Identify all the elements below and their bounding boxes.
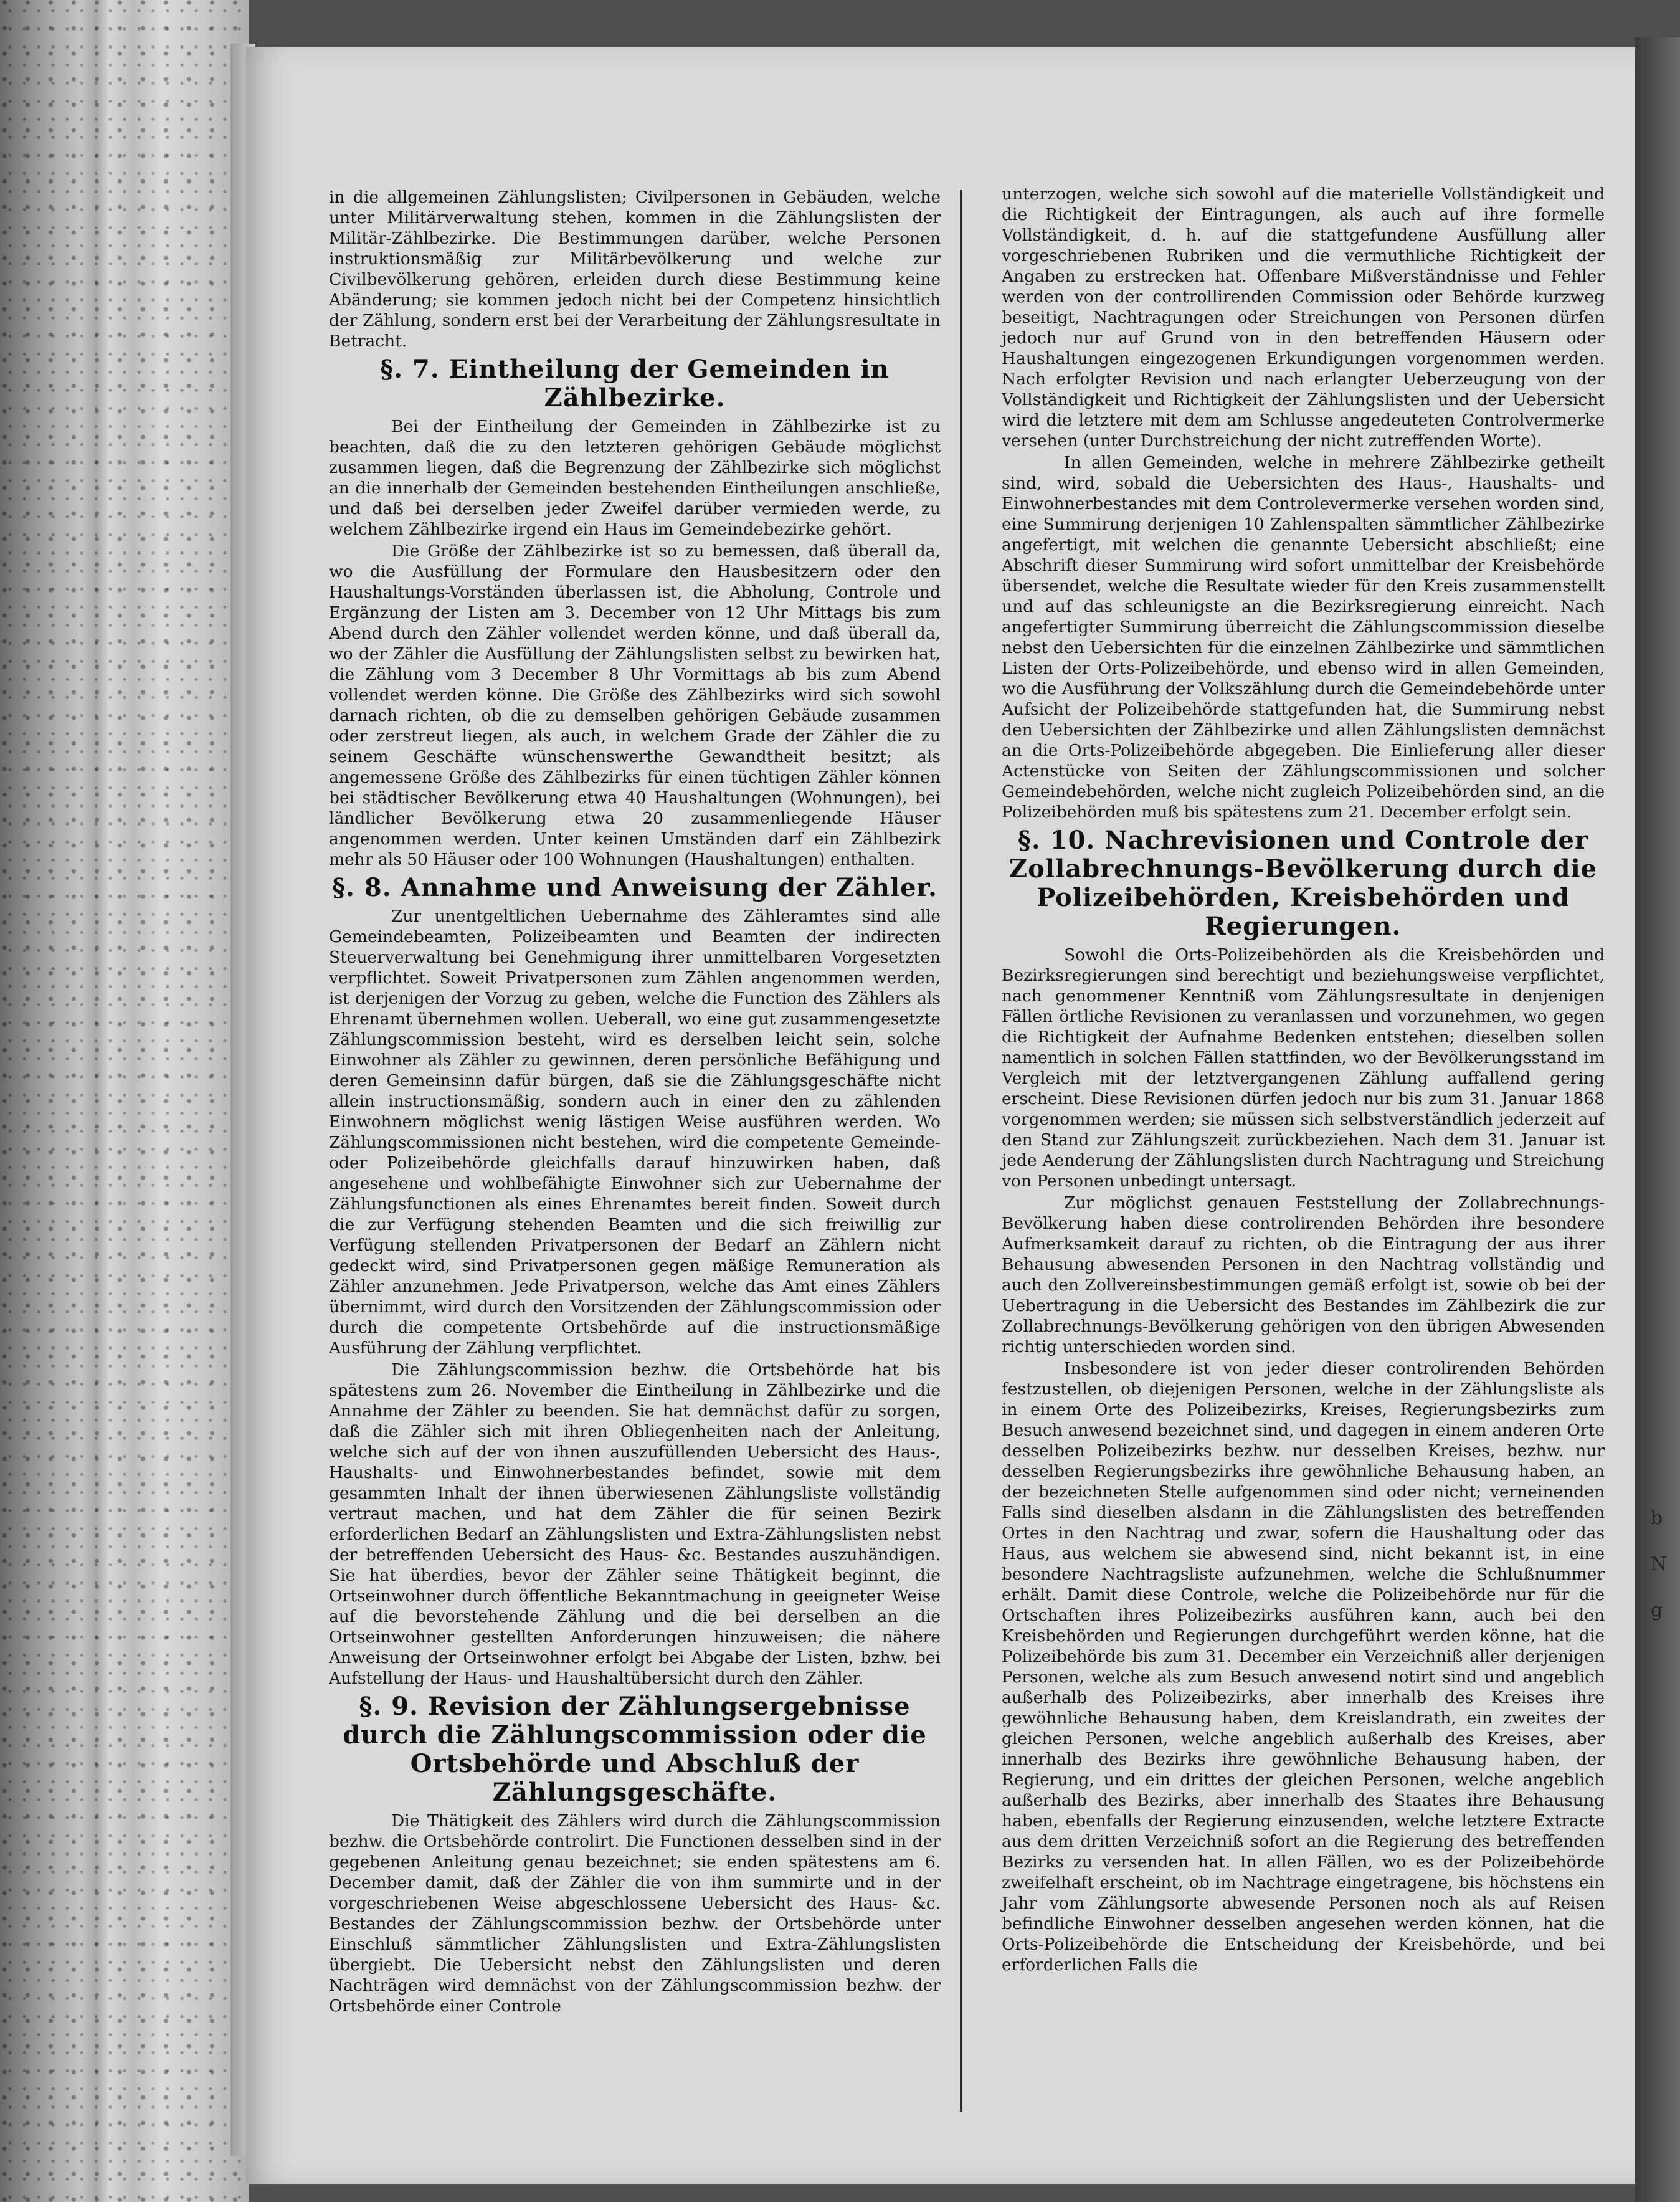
paragraph: Sowohl die Orts-Polizeibehörden als die Kreisbehörden und Bezirksregierungen sind berechtigt und beziehungsweise verpflichtet, nach genommener Kenntniß vom Zählungsresultate in denjenigen Fällen örtliche Revisionen zu veranlassen und vorzunehmen, wo gegen die Richtigkeit der Aufnahme Bedenken entstehen; dieselben sollen namentlich in solchen Fällen stattfinden, wo der Bevölkerungsstand im Vergleich mit der letztvergangenen Zählung auffallend gering erscheint. Diese Revisionen dürfen jedoch nur bis zum 31. Januar 1868 vorgenommen werden; sie müssen sich selbstverständlich jederzeit auf den Stand zur Zählungszeit zurückbeziehen. Nach dem 31. Januar ist jede Aenderung der Zählungslisten durch Nachtragung und Streichung von Personen unbedingt untersagt.: [1002, 945, 1605, 1191]
paragraph: Zur unentgeltlichen Uebernahme des Zähleramtes sind alle Gemeindebeamten, Polizeibeamten und Beamten der indirecten Steuerverwaltung bei Genehmigung ihrer unmittelbaren Vorgesetzten verpflichtet. Soweit Privatpersonen zum Zählen angenommen werden, ist derjenigen der Vorzug zu geben, welche die Function des Zählers als Ehrenamt übernehmen wollen. Ueberall, wo eine gut zusammengesetzte Zählungscommission besteht, wird es derselben leicht sein, solche Einwohner als Zähler zu gewinnen, deren persönliche Befähigung und deren Gemeinsinn dafür bürgen, daß sie die Zählungsgeschäfte nicht allein instructionsmäßig, sondern auch in einer den zu zählenden Einwohnern möglichst wenig lästigen Weise ausführen werden. Wo Zählungscommissionen nicht bestehen, wird die competente Gemeinde- oder Polizeibehörde gleichfalls darauf hinzuwirken haben, daß angesehene und wohlbefähigte Einwohner sich zur Uebernahme der Zählungsfunctionen als eines Ehrenamtes bereit finden. Soweit durch die zur Verfügung stehenden Beamten und die sich freiwillig zur Verfügung stellenden Privatpersonen der Bedarf an Zählern nicht gedeckt wird, sind Privatpersonen gegen mäßige Remuneration als Zähler anzunehmen. Jede Privatperson, welche das Amt eines Zählers übernimmt, wird durch den Vorsitzenden der Zählungscommission oder durch die competente Ortsbehörde auf die instructionsmäßige Ausführung der Zählung verpflichtet.: [329, 907, 941, 1358]
paragraph: unterzogen, welche sich sowohl auf die materielle Vollständigkeit und die Richtigkeit der Eintragungen, als auch auf ihre formelle Vollständigkeit, d. h. auf die stattgefundene Ausfüllung aller vorgeschriebenen Rubriken und die vermuthliche Richtigkeit der Angaben zu erstrecken hat. Offenbare Mißverständnisse und Fehler werden von der controllirenden Commission oder Behörde kurzweg beseitigt, Nachtragungen oder Streichungen von Personen dürfen jedoch nur auf Grund von in den betreffenden Häusern oder Haushaltungen eingezogenen Erkundigungen vorgenommen werden. Nach erfolgter Revision und nach erlangter Ueberzeugung von der Vollständigkeit und Richtigkeit der Zählungslisten und der Uebersicht wird die letztere mit dem am Schlusse angedeuteten Controlvermerke versehen (unter Durchstreichung der nicht zutreffenden Worte).: [1002, 184, 1605, 450]
margin-fragment: b: [1651, 1507, 1663, 1529]
paragraph: In allen Gemeinden, welche in mehrere Zählbezirke getheilt sind, wird, sobald die Uebersichten des Haus-, Haushalts- und Einwohnerbestandes mit dem Controlevermerke versehen worden sind, eine Summirung derjenigen 10 Zahlenspalten sämmtlicher Zählbezirke angefertigt, mit welchen die genannte Uebersicht abschließt; eine Abschrift dieser Summirung wird sofort unmittelbar der Kreisbehörde übersendet, welche die Resultate wieder für den Kreis zusammenstellt und auf das schleunigste an die Bezirksregierung einreicht. Nach angefertigter Summirung überreicht die Zählungscommission dieselbe nebst den Uebersichten für die einzelnen Zählbezirke und sämmtlichen Listen der Orts-Polizeibehörde, und ebenso wird in allen Gemeinden, wo die Ausführung der Volkszählung durch die Gemeindebehörde unter Aufsicht der Polizeibehörde stattgefunden hat, die Summirung nebst den Uebersichten der Zählbezirke und allen Zählungslisten demnächst an die Orts-Polizeibehörde abgegeben. Die Einlieferung aller dieser Actenstücke von Seiten der Zählungscommissionen und solcher Gemeindebehörden, welche nicht zugleich Polizeibehörden sind, an die Polizeibehörden muß bis spätestens zum 21. December erfolgt sein.: [1002, 453, 1605, 822]
paragraph: in die allgemeinen Zählungslisten; Civilpersonen in Gebäuden, welche unter Militärverwaltung stehen, kommen in die Zählungslisten der Militär-Zählbezirke. Die Bestimmungen darüber, welche Personen instruktionsmäßig zur Militärbevölkerung und welche zur Civilbevölkerung gehören, erleiden durch diese Bestimmung keine Abänderung; sie kommen jedoch nicht bei der Competenz hinsichtlich der Zählung, sondern erst bei der Verarbeitung der Zählungsresultate in Betracht.: [329, 188, 941, 351]
margin-fragments: [1651, 1495, 1676, 2119]
section-heading: §. 10. Nachrevisionen und Controle der Zollabrechnungs-Bevölkerung durch die Polizeibehörden, Kreisbehörden und Regierungen.: [1008, 826, 1598, 941]
right-text-column: [1002, 184, 1605, 2122]
paragraph: Die Größe der Zählbezirke ist so zu bemessen, daß überall da, wo die Ausfüllung der Formulare den Hausbesitzern oder den Haushaltungs-Vorständen überlassen ist, die Abholung, Controle und Ergänzung der Listen am 3. December von 12 Uhr Mittags bis zum Abend durch den Zähler vollendet werden könne, und daß überall da, wo der Zähler die Ausfüllung der Zählungslisten selbst zu bewirken hat, die Zählung vom 3 December 8 Uhr Vormittags ab bis zum Abend vollendet werden könne. Die Größe des Zählbezirks wird sich sowohl darnach richten, ob die zu demselben gehörigen Gebäude zusammen oder zerstreut liegen, als auch, in welchem Grade der Zähler die zu seinem Geschäfte wünschenswerthe Gewandtheit besitzt; als angemessene Größe des Zählbezirks für einen tüchtigen Zähler können bei städtischer Bevölkerung etwa 40 Haushaltungen (Wohnungen), bei ländlicher Bevölkerung etwa 20 zusammenliegende Häuser angenommen werden. Unter keinen Umständen darf ein Zählbezirk mehr als 50 Häuser oder 100 Wohnungen (Haushaltungen) enthalten.: [329, 541, 941, 869]
paragraph: Bei der Eintheilung der Gemeinden in Zählbezirke ist zu beachten, daß die zu den letzteren gehörigen Gebäude möglichst zusammen liegen, daß die Begrenzung der Zählbezirke sich möglichst an die innerhalb der Gemeinden bestehenden Eintheilungen anschließe, und daß bei derselben jeder Zweifel darüber vermieden werde, zu welchem Zählbezirke irgend ein Haus im Gemeindebezirke gehört.: [329, 417, 941, 539]
paragraph: Zur möglichst genauen Feststellung der Zollabrechnungs-Bevölkerung haben diese controlirenden Behörden ihre besondere Aufmerksamkeit darauf zu richten, ob die Eintragung der aus ihrer Behausung abwesenden Personen in den Nachtrag vollständig und auch den Zollvereinsbestimmungen gemäß erfolgt ist, sowie ob bei der Uebertragung in die Uebersicht des Bestandes im Zählbezirk die zur Zollabrechnungs-Bevölkerung gehörigen von den übrigen Abwesenden richtig unterschieden worden sind.: [1002, 1193, 1605, 1356]
section-heading: §. 9. Revision der Zählungsergebnisse durch die Zählungscommission oder die Ortsbehörde und Abschluß der Zählungsgeschäfte.: [343, 1692, 927, 1807]
left-text-column: [329, 187, 941, 2119]
section-heading: §. 7. Eintheilung der Gemeinden in Zählbezirke.: [380, 355, 890, 412]
margin-fragment: g: [1651, 1599, 1663, 1621]
section-heading: §. 8. Annahme und Anweisung der Zähler.: [332, 873, 937, 902]
margin-fragment: N: [1651, 1553, 1668, 1575]
paragraph: Die Thätigkeit des Zählers wird durch die Zählungscommission bezhw. die Ortsbehörde controlirt. Die Functionen desselben sind in der gegebenen Anleitung genau bezeichnet; sie enden spätestens am 6. December damit, daß der Zähler die von ihm summirte und in der vorgeschriebenen Weise abgeschlossene Uebersicht des Haus- &c. Bestandes der Zählungscommission bezhw. der Ortsbehörde unter Einschluß sämmtlicher Zählungslisten und Extra-Zählungslisten übergiebt. Die Uebersicht nebst den Zählungslisten und deren Nachträgen wird demnächst von der Zählungscommission bezhw. der Ortsbehörde einer Controle: [329, 1811, 941, 2016]
paragraph: Insbesondere ist von jeder dieser controlirenden Behörden festzustellen, ob diejenigen Personen, welche in der Zählungsliste als in einem Orte des Polizeibezirks, Kreises, Regierungsbezirks zum Besuch anwesend bezeichnet sind, und dagegen in einem anderen Orte desselben Polizeibezirks bezhw. nur desselben Kreises, bezhw. nur desselben Regierungsbezirks ihre gewöhnliche Behausung haben, an der bezeichneten Stelle aufgenommen sind oder nicht; verneinenden Falls sind dieselben alsdann in die Zählungslisten des betreffenden Ortes in den Nachtrag und zwar, sofern die Haushaltung oder das Haus, aus welchem sie abwesend sind, nicht bekannt ist, in eine besondere Nachtragsliste aufzunehmen, welche die Schlußnummer erhält. Damit diese Controle, welche die Polizeibehörde nur für die Ortschaften ihres Polizeibezirks ausführen kann, auch bei den Kreisbehörden und Regierungen durchgeführt werden könne, hat die Polizeibehörde bis zum 31. December ein Verzeichniß aller derjenigen Personen, welche als zum Besuch anwesend notirt sind und angeblich außerhalb des Polizeibezirks, aber innerhalb des Kreises ihre gewöhnliche Behausung haben, dem Kreislandrath, ein zweites der gleichen Personen, welche angeblich außerhalb des Kreises, aber innerhalb des Bezirks ihre gewöhnliche Behausung haben, der Regierung, und ein drittes der gleichen Personen, welche angeblich außerhalb des Bezirks, aber innerhalb des Staates ihre Behausung haben, ebenfalls der Regierung einzusenden, welche letztere Extracte aus dem dritten Verzeichniß sofort an die Regierung des betreffenden Bezirks zu versenden hat. In allen Fällen, wo es der Polizeibehörde zweifelhaft erscheint, ob im Nachtrage eingetragene, bis höchstens ein Jahr vom Zählungsorte abwesende Personen noch als auf Reisen befindliche Einwohner desselben angesehen werden können, hat die Orts-Polizeibehörde die Entscheidung der Kreisbehörde, und bei erforderlichen Falls die: [1002, 1359, 1605, 1975]
book-page-edges: [0, 0, 249, 2202]
column-divider: [960, 190, 962, 2112]
paragraph: Die Zählungscommission bezhw. die Ortsbehörde hat bis spätestens zum 26. November die Eintheilung in Zählbezirke und die Annahme der Zähler zu beenden. Sie hat demnächst dafür zu sorgen, daß die Zähler sich mit ihren Obliegenheiten nach der Anleitung, welche sich auf der von ihnen auszufüllenden Uebersicht des Haus-, Haushalts- und Einwohnerbestandes befindet, sowie mit dem gesammten Inhalt der ihnen überwiesenen Zählungsliste vollständig vertraut machen, und hat dem Zähler die für seinen Bezirk erforderlichen Bedarf an Zählungslisten und Extra-Zählungslisten nebst der betreffenden Uebersicht des Haus- &c. Bestandes auszuhändigen. Sie hat überdies, bevor der Zähler seine Thätigkeit beginnt, die Ortseinwohner durch öffentliche Bekanntmachung in geeigneter Weise auf die bevorstehende Zählung und die bei derselben an die Ortseinwohner gestellten Anforderungen hinzuweisen; die nähere Anweisung der Ortseinwohner erfolgt bei Abgabe der Listen, bzhw. bei Aufstellung der Haus- und Haushaltübersicht durch den Zähler.: [329, 1360, 941, 1688]
